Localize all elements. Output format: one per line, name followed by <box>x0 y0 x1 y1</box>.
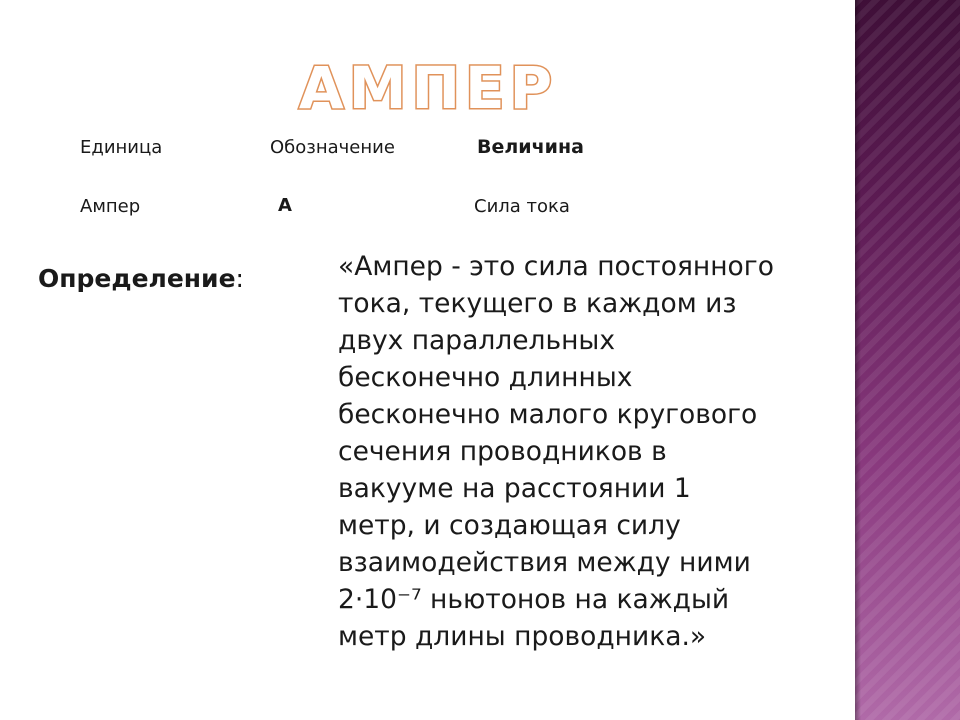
table-header-symbol: Обозначение <box>270 137 395 158</box>
definition-colon: : <box>235 264 244 293</box>
table-cell-unit: Ампер <box>80 196 141 217</box>
slide-title: АМПЕР <box>298 56 557 120</box>
definition-heading <box>38 262 244 296</box>
definition-text: «Ампер - это сила постоянного тока, текущего в каждом из двух параллельных бесконечно длинных бесконечно малого кругового сечения проводников в вакууме на расстоянии 1 метр, и создающая силу взаимодействия между ними 2·10⁻⁷ ньютонов на каждый метр длины проводника.» <box>338 251 774 652</box>
decorative-sidebar <box>855 0 960 720</box>
table-header-quantity: Величина <box>477 136 584 158</box>
table-header-unit: Единица <box>80 137 163 158</box>
table-cell-quantity: Сила тока <box>474 196 570 217</box>
slide-title-wrap <box>0 56 855 120</box>
sidebar-shadow-edge <box>855 0 861 720</box>
sidebar-stripe-pattern <box>855 0 960 720</box>
definition-label: Определение <box>38 264 236 293</box>
table-cell-symbol: А <box>278 195 292 216</box>
slide-title-graphic <box>218 56 638 120</box>
